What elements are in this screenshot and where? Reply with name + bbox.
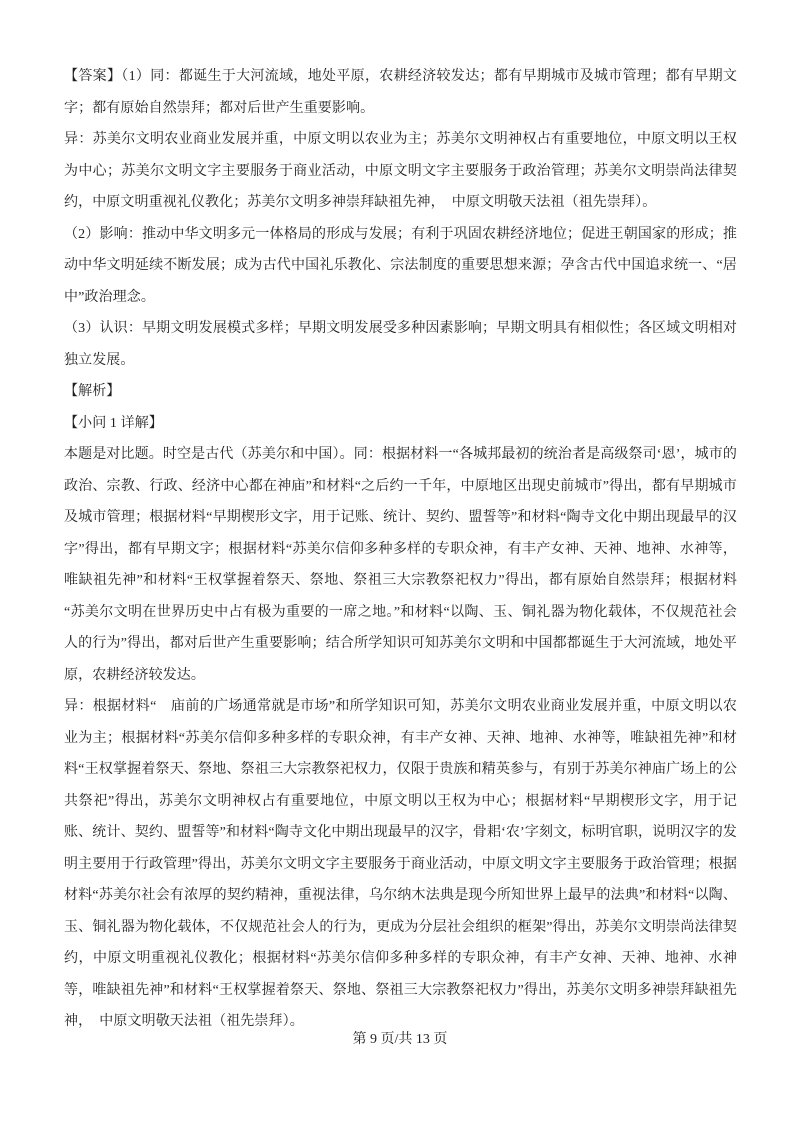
analysis-paragraph-differences: 异：根据材料“ 庙前的广场通常就是市场”和所学知识可知，苏美尔文明农业商业发展并重，中原文明以农业为主；根据材料“苏美尔信仰多种多样的专职众神，有丰产女神、天神、地神、水神等，唯缺祖先神”和材料“王权掌握着祭天、祭地、祭祖三大宗教祭祀权力，仅限于贵族和精英参与，有别于苏美尔神庙广场上的公共祭祀”得出，苏美尔文明神权占有重要地位，中原文明以王权为中心；根据材料“早期楔形文字，用于记账、统计、契约、盟誓等”和材料“陶寺文化中期出现最早的汉字，骨耜‘农’字刻文，标明官职，说明汉字的发明主要用于行政管理”得出，苏美尔文明文字主要服务于商业活动，中原文明文字主要服务于政治管理；根据材料“苏美尔社会有浓厚的契约精神，重视法律，乌尔纳木法典是现今所知世界上最早的法典”和材料“以陶、玉、铜礼器为物化载体，不仅规范社会人的行为，更成为分层社会组织的框架”得出，苏美尔文明崇尚法律契约，中原文明重视礼仪教化；根据材料“苏美尔信仰多种多样的专职众神，有丰产女神、天神、地神、水神等，唯缺祖先神”和材料“王权掌握着祭天、祭地、祭祖三大宗教祭祀权力”得出，苏美尔文明多神崇拜缺祖先神， 中原文明敬天法祖（祖先崇拜）。 <box>64 699 737 1029</box>
analysis-label: 【解析】 <box>64 384 121 399</box>
analysis-paragraph-similarities: 本题是对比题。时空是古代（苏美尔和中国）。同：根据材料一“各城邦最初的统治者是高级祭司‘恩’，城市的政治、宗教、行政、经济中心都在神庙”和材料“之后约一千年，中原地区出现史前城市”得出，都有早期城市及城市管理；根据材料“早期楔形文字，用于记账、统计、契约、盟誓等”和材料“陶寺文化中期出现最早的汉字”得出，都有早期文字；根据材料“苏美尔信仰多种多样的专职众神，有丰产女神、天神、地神、水神等，唯缺祖先神”和材料“王权掌握着祭天、祭地、祭祖三大宗教祭祀权力”得出，都有原始自然崇拜；根据材料“苏美尔文明在世界历史中占有极为重要的一席之地。”和材料“以陶、玉、铜礼器为物化载体，不仅规范社会人的行为”得出，都对后世产生重要影响；结合所学知识可知苏美尔文明和中国都都诞生于大河流域，地处平原，农耕经济较发达。 <box>64 447 737 683</box>
answer-paragraph-similarities: 【答案】（1）同：都诞生于大河流域，地处平原，农耕经济较发达；都有早期城市及城市管理；都有早期文字；都有原始自然崇拜；都对后世产生重要影响。 <box>64 69 737 116</box>
subquestion-1-heading: 【小问 1 详解】 <box>64 415 163 431</box>
document-body <box>64 61 737 1038</box>
page-footer: 第 9 页/共 13 页 <box>352 1032 448 1047</box>
answer-paragraph-differences: 异：苏美尔文明农业商业发展并重，中原文明以农业为主；苏美尔文明神权占有重要地位，中原文明以王权为中心；苏美尔文明文字主要服务于商业活动，中原文明文字主要服务于政治管理；苏美尔文明崇尚法律契约，中原文明重视礼仪教化；苏美尔文明多神崇拜缺祖先神， 中原文明敬天法祖（祖先崇拜）。 <box>64 132 737 210</box>
answer-paragraph-influence: （2）影响：推动中华文明多元一体格局的形成与发展；有利于巩固农耕经济地位；促进王朝国家的形成；推动中华文明延续不断发展；成为古代中国礼乐教化、宗法制度的重要思想来源；孕含古代中国追求统一、“居中”政治理念。 <box>64 226 737 305</box>
answer-paragraph-understanding: （3）认识：早期文明发展模式多样；早期文明发展受多种因素影响；早期文明具有相似性；各区域文明相对独立发展。 <box>64 321 737 368</box>
